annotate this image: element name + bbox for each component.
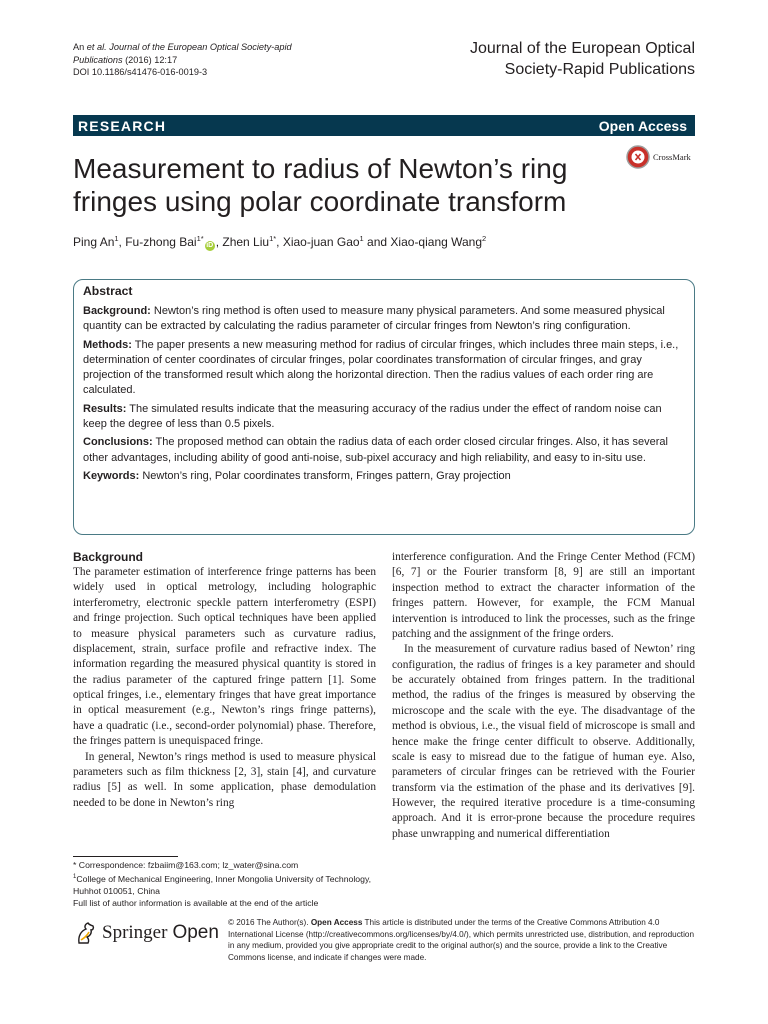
author-name[interactable]: Ping An	[73, 235, 115, 249]
footnotes	[73, 859, 373, 909]
crossmark-label: CrossMark	[653, 152, 691, 162]
springer-open-logo[interactable]	[75, 921, 219, 945]
body-paragraph: The parameter estimation of interference fringe patterns has been widely used in optical metrology, including holographic interferometry, electronic speckle pattern interferometry (ESPI) and fringe projection. Such optical techniques have been applied to measure physical parameters such as curvature radius, displacement, strain, surface profile and refractive index. The information regarding the measured physical quantity is stored in the radius parameter of the captured fringe pattern [1]. Some optical fringes, i.e., elementary fringes that have great importance in optical measurement (e.g., Newton’s rings fringe patterns), have a quadratic (i.e., second-order polynomial) phase. Therefore, the fringes pattern is unequispaced fringe.	[73, 566, 376, 748]
orcid-icon[interactable]: iD	[206, 242, 214, 249]
citation-block	[73, 41, 333, 79]
author-name[interactable]: Fu-zhong Bai	[125, 235, 197, 249]
citation-line: An et al. Journal of the European Optical Society-apid Publications (2016) 12:17	[73, 42, 292, 65]
affiliation: $^1$College of Mechanical Engineering, Inner Mongolia University of Technology, Huhhot 010051, China	[73, 873, 372, 896]
open-wordmark: Open	[172, 922, 219, 943]
article-type: RESEARCH	[78, 117, 167, 134]
article-type-banner	[73, 115, 695, 136]
body-paragraph: In the measurement of curvature radius based of Newton’ ring configuration, the radius of fringes is a key parameter and should be accurately obtained from fringes pattern. In the traditional method, the radius of the fringes is measured by observing the microscope and the scale with the eye. The disadvantage of the method is obvious, i.e., the visual field of microscope is small and hence make the fringe center difficult to observe. Additionally, scale is easy to misread due to the fatigue of human eye. Also, parameters of circular fringes can be retrieved with the Fourier transform via the estimation of the phase and its derivatives [9]. However, the required iterative procedure is a time-consuming approach. And it is error-prone because the procedure requires phase unwrapping and numerical differentiation	[392, 643, 695, 840]
abstract-methods: Methods: The paper presents a new measuring method for radius of circular fringes, which includes three main steps, i.e., determination of center coordinates of circular fringes, polar coordinates transformation of circular fringes, and gray projection of the transformed result which along the horizontal direction. Then the radius values of each order ring are calculated.	[83, 338, 679, 397]
author-name[interactable]: Zhen Liu	[222, 235, 270, 249]
author-name[interactable]: Xiao-juan Gao	[282, 235, 360, 249]
license-statement: © 2016 The Author(s). Open Access This article is distributed under the terms of the Creative Commons Attribution 4.0 International License (http://creativecommons.org/licenses/by/4.0/), which permits unrestricted use, distribution, and reproduction in any medium, provided you give appropriate credit to the original author(s) and the source, provide a link to the Creative Commons license, and indicate if changes were made.	[228, 918, 695, 962]
springer-wordmark: Springer	[102, 922, 168, 943]
article-title: Measurement to radius of Newton’s ring fringes using polar coordinate transform	[73, 153, 568, 217]
abstract-conclusions: Conclusions: The proposed method can obtain the radius data of each order closed circular fringes. Also, it has several other advantages, including ability of good anti-noise, sub-pixel accuracy and high reliability, and easy to in-situ use.	[83, 436, 668, 464]
author-name[interactable]: Xiao-qiang Wang	[390, 235, 483, 249]
footnote-divider	[73, 856, 178, 857]
abstract-box	[73, 279, 695, 535]
journal-name: Journal of the European Optical Society-Rapid Publications	[469, 40, 695, 78]
springer-horse-icon	[75, 921, 97, 945]
body-paragraph: In general, Newton’s rings method is used to measure physical parameters such as film thickness [2, 3], stain [4], and curvature radius [5] as well. In some application, phase demodulation needed to be done in Newton’s ring	[73, 750, 376, 809]
body-column-right	[392, 550, 695, 842]
body-column-left	[73, 550, 376, 811]
author-list: Ping An$^1$, Fu-zhong Bai$^{1*}$iD , Zhen Liu$^{1*}$, Xiao-juan Gao$^1$ and Xiao-qiang Wang$^2$	[73, 234, 487, 249]
abstract-keywords: Keywords: Newton’s ring, Polar coordinates transform, Fringes pattern, Gray projection	[83, 469, 511, 482]
crossmark-icon	[626, 145, 650, 169]
open-access-label: Open Access	[598, 117, 687, 134]
crossmark-badge[interactable]	[626, 145, 691, 169]
body-paragraph: interference configuration. And the Fringe Center Method (FCM) [6, 7] or the Fourier transform [8, 9] are still an important inspection method to extract the character information of the fringes pattern. However, for example, the FCM Manual intervention is introduced to link the processes, such as the fringe patching and the assignment of the fringe orders.	[392, 551, 695, 640]
abstract-heading: Abstract	[83, 284, 133, 298]
correspondence[interactable]: * Correspondence: fzbaiim@163.com; lz_water@sina.com	[73, 860, 299, 870]
abstract-background: Background: Newton’s ring method is often used to measure many physical parameters. And some measured physical quantity can be extracted by calculating the radius parameter of circular fringes from Newton’s ring configuration.	[83, 305, 665, 333]
section-heading: Background	[73, 550, 144, 564]
abstract-results: Results: The simulated results indicate that the measuring accuracy of the radius under the effect of random noise can keep the degree of less than 0.5 pixels.	[83, 402, 662, 431]
author-info-note: Full list of author information is available at the end of the article	[73, 897, 319, 908]
doi[interactable]: DOI 10.1186/s41476-016-0019-3	[73, 67, 208, 77]
